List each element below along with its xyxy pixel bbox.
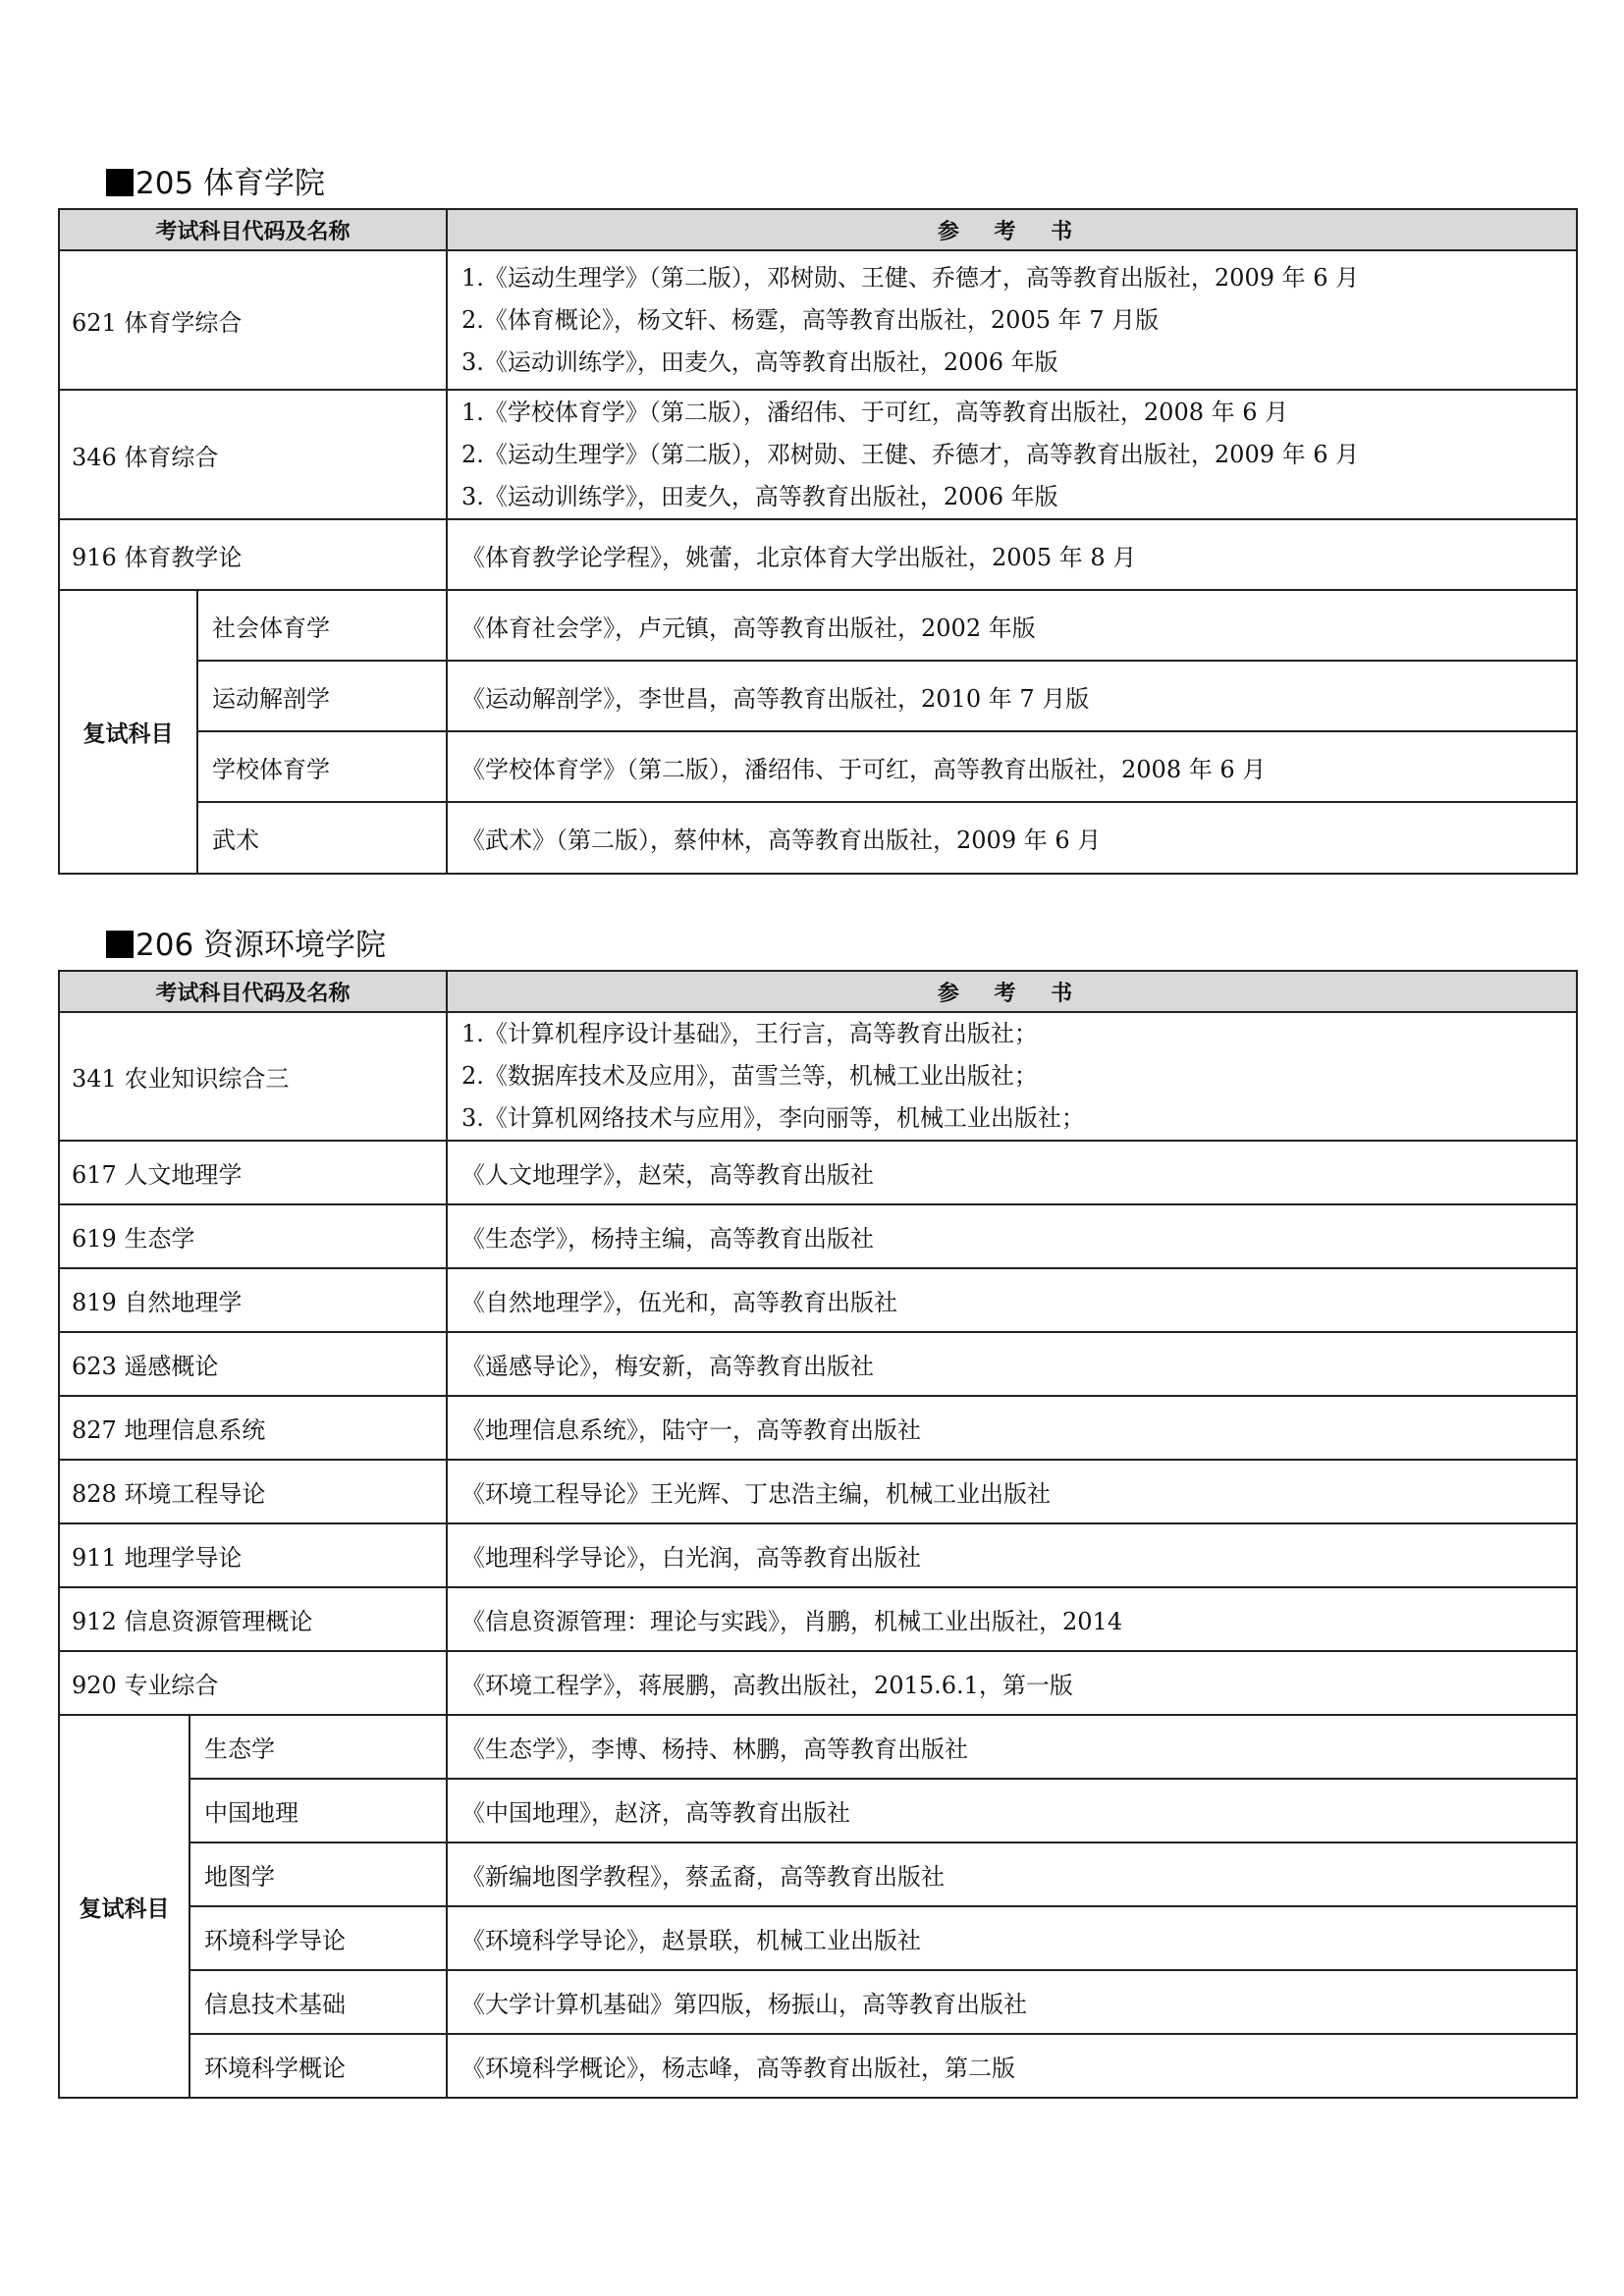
reference-line: 2.《运动生理学》（第二版），邓树勋、王健、乔德才，高等教育出版社，2009 年 6 月 bbox=[461, 440, 1360, 468]
subject-name: 623 遥感概论 bbox=[59, 1332, 447, 1396]
reference-cell: 《遥感导论》，梅安新，高等教育出版社 bbox=[447, 1332, 1577, 1396]
table-row bbox=[59, 1523, 1577, 1587]
retest-subject: 中国地理 bbox=[189, 1779, 447, 1842]
reference-cell: 《人文地理学》，赵荣，高等教育出版社 bbox=[447, 1141, 1577, 1204]
reference-line: 2.《体育概论》，杨文轩、杨霆，高等教育出版社，2005 年 7 月版 bbox=[461, 305, 1160, 334]
reference-cell: 《运动解剖学》，李世昌，高等教育出版社，2010 年 7 月版 bbox=[447, 661, 1577, 731]
subject-name: 346 体育综合 bbox=[59, 390, 447, 519]
reference-cell: 《大学计算机基础》第四版，杨振山，高等教育出版社 bbox=[447, 1970, 1577, 2034]
subject-name: 916 体育教学论 bbox=[59, 519, 447, 590]
reference-cell: 《生态学》，杨持主编，高等教育出版社 bbox=[447, 1204, 1577, 1268]
table-row bbox=[59, 519, 1577, 590]
subject-name: 827 地理信息系统 bbox=[59, 1396, 447, 1460]
retest-label: 复试科目 bbox=[59, 1715, 189, 2098]
subject-name: 828 环境工程导论 bbox=[59, 1460, 447, 1523]
header-reference: 参 考 书 bbox=[447, 209, 1577, 250]
section-title bbox=[106, 167, 325, 200]
reference-line: 2.《数据库技术及应用》，苗雪兰等，机械工业出版社； bbox=[461, 1062, 1038, 1090]
reference-cell: 《体育教学论学程》，姚蕾，北京体育大学出版社，2005 年 8 月 bbox=[447, 519, 1577, 590]
retest-subject: 信息技术基础 bbox=[189, 1970, 447, 2034]
retest-row bbox=[59, 1842, 1577, 1906]
retest-subject: 环境科学概论 bbox=[189, 2034, 447, 2098]
retest-subject: 社会体育学 bbox=[197, 590, 447, 661]
reference-cell: 《学校体育学》（第二版），潘绍伟、于可红，高等教育出版社，2008 年 6 月 bbox=[447, 731, 1577, 802]
subject-name: 619 生态学 bbox=[59, 1204, 447, 1268]
retest-row bbox=[59, 2034, 1577, 2098]
reference-cell: 《信息资源管理：理论与实践》，肖鹏，机械工业出版社，2014 bbox=[447, 1587, 1577, 1651]
table-row bbox=[59, 390, 1577, 519]
table-row bbox=[59, 1587, 1577, 1651]
reference-cell: 《环境科学概论》，杨志峰，高等教育出版社，第二版 bbox=[447, 2034, 1577, 2098]
header-subject: 考试科目代码及名称 bbox=[59, 209, 447, 250]
square-bullet-icon bbox=[106, 931, 134, 958]
reference-cell bbox=[447, 390, 1577, 519]
reference-line: 1.《运动生理学》（第二版），邓树勋、王健、乔德才，高等教育出版社，2009 年 6 月 bbox=[461, 263, 1360, 292]
retest-row bbox=[59, 1970, 1577, 2034]
reference-table bbox=[58, 970, 1578, 2099]
retest-row bbox=[59, 1779, 1577, 1842]
reference-cell: 《自然地理学》，伍光和，高等教育出版社 bbox=[447, 1268, 1577, 1332]
header-reference: 参 考 书 bbox=[447, 971, 1577, 1012]
table-row bbox=[59, 1204, 1577, 1268]
section-title-text: 205 体育学院 bbox=[135, 166, 326, 201]
table-header-row bbox=[59, 209, 1577, 250]
retest-subject: 地图学 bbox=[189, 1842, 447, 1906]
reference-cell: 《生态学》，李博、杨持、林鹏，高等教育出版社 bbox=[447, 1715, 1577, 1779]
header-subject: 考试科目代码及名称 bbox=[59, 971, 447, 1012]
subject-name: 341 农业知识综合三 bbox=[59, 1012, 447, 1141]
reference-line: 1.《计算机程序设计基础》，王行言，高等教育出版社； bbox=[461, 1020, 1038, 1047]
subject-name: 617 人文地理学 bbox=[59, 1141, 447, 1204]
subject-name: 920 专业综合 bbox=[59, 1651, 447, 1715]
retest-row bbox=[59, 1715, 1577, 1779]
subject-name: 621 体育学综合 bbox=[59, 250, 447, 390]
retest-row bbox=[59, 1906, 1577, 1970]
reference-table bbox=[58, 208, 1578, 875]
table-row bbox=[59, 1651, 1577, 1715]
retest-subject: 生态学 bbox=[189, 1715, 447, 1779]
subject-name: 911 地理学导论 bbox=[59, 1523, 447, 1587]
reference-cell: 《地理信息系统》，陆守一，高等教育出版社 bbox=[447, 1396, 1577, 1460]
reference-cell: 《环境工程导论》王光辉、丁忠浩主编，机械工业出版社 bbox=[447, 1460, 1577, 1523]
table-row bbox=[59, 1396, 1577, 1460]
reference-cell bbox=[447, 1012, 1577, 1141]
table-row bbox=[59, 1141, 1577, 1204]
reference-line: 3.《计算机网络技术与应用》，李向丽等，机械工业出版社； bbox=[461, 1104, 1085, 1132]
table-row bbox=[59, 1332, 1577, 1396]
reference-line: 3.《运动训练学》，田麦久，高等教育出版社，2006 年版 bbox=[461, 347, 1058, 376]
reference-cell: 《环境科学导论》，赵景联，机械工业出版社 bbox=[447, 1906, 1577, 1970]
retest-label: 复试科目 bbox=[59, 590, 197, 874]
section-title bbox=[106, 929, 386, 962]
table-row bbox=[59, 1460, 1577, 1523]
table-row bbox=[59, 1012, 1577, 1141]
retest-row bbox=[59, 661, 1577, 731]
subject-name: 819 自然地理学 bbox=[59, 1268, 447, 1332]
retest-row bbox=[59, 731, 1577, 802]
retest-row bbox=[59, 590, 1577, 661]
table-row bbox=[59, 250, 1577, 390]
reference-cell: 《武术》（第二版），蔡仲林，高等教育出版社，2009 年 6 月 bbox=[447, 802, 1577, 874]
reference-cell: 《地理科学导论》，白光润，高等教育出版社 bbox=[447, 1523, 1577, 1587]
reference-cell: 《环境工程学》，蒋展鹏，高教出版社，2015.6.1，第一版 bbox=[447, 1651, 1577, 1715]
reference-cell bbox=[447, 250, 1577, 390]
table-header-row bbox=[59, 971, 1577, 1012]
reference-cell: 《中国地理》，赵济，高等教育出版社 bbox=[447, 1779, 1577, 1842]
retest-row bbox=[59, 802, 1577, 874]
reference-line: 3.《运动训练学》，田麦久，高等教育出版社，2006 年版 bbox=[461, 482, 1058, 510]
retest-subject: 环境科学导论 bbox=[189, 1906, 447, 1970]
square-bullet-icon bbox=[106, 169, 134, 196]
retest-subject: 学校体育学 bbox=[197, 731, 447, 802]
table-row bbox=[59, 1268, 1577, 1332]
retest-subject: 武术 bbox=[197, 802, 447, 874]
subject-name: 912 信息资源管理概论 bbox=[59, 1587, 447, 1651]
section-title-text: 206 资源环境学院 bbox=[135, 928, 387, 963]
reference-cell: 《新编地图学教程》，蔡孟裔，高等教育出版社 bbox=[447, 1842, 1577, 1906]
retest-subject: 运动解剖学 bbox=[197, 661, 447, 731]
reference-cell: 《体育社会学》，卢元镇，高等教育出版社，2002 年版 bbox=[447, 590, 1577, 661]
reference-line: 1.《学校体育学》（第二版），潘绍伟、于可红，高等教育出版社，2008 年 6 月 bbox=[461, 398, 1289, 426]
